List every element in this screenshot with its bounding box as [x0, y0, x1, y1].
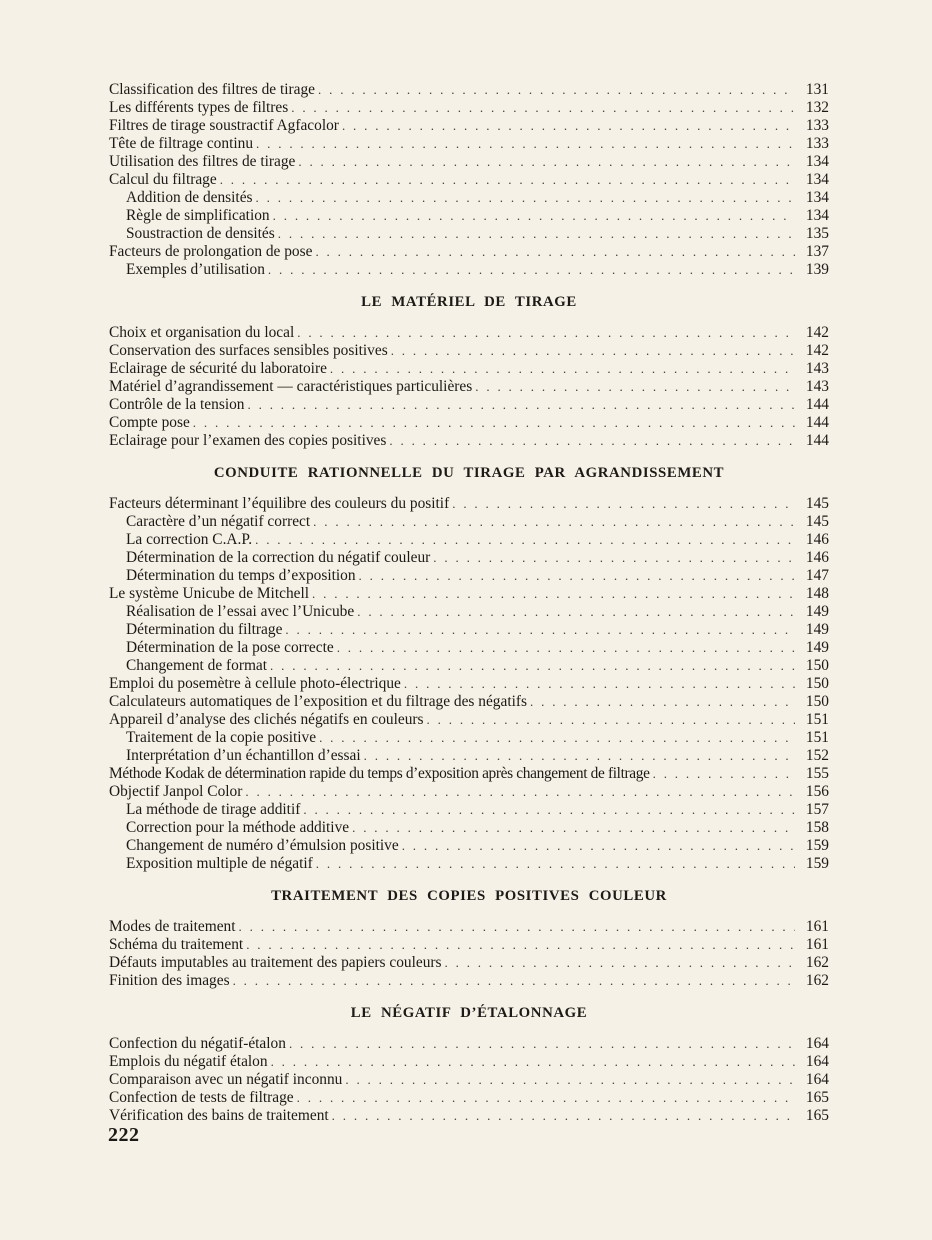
- dot-leader: [402, 837, 795, 855]
- entry-title: Vérification des bains de traitement: [109, 1107, 329, 1124]
- toc-entry: [109, 81, 829, 99]
- toc-entry: [109, 432, 829, 450]
- page-number: 222: [108, 1124, 140, 1146]
- entry-title: Défauts imputables au traitement des papiers couleurs: [109, 954, 442, 971]
- toc-entry: [109, 360, 829, 378]
- entry-page-number: 137: [805, 243, 829, 260]
- toc-subentry: [109, 531, 829, 549]
- dot-leader: [273, 207, 795, 225]
- toc-entry: [109, 342, 829, 360]
- dot-leader: [285, 621, 795, 639]
- toc-entry: [109, 675, 829, 693]
- entry-page-number: 156: [805, 783, 829, 800]
- toc-entry: [109, 693, 829, 711]
- entry-title: Exemples d’utilisation: [126, 261, 265, 278]
- entry-title: Changement de format: [126, 657, 268, 674]
- entry-title: Confection du négatif-étalon: [109, 1035, 286, 1052]
- dot-leader: [268, 261, 795, 279]
- entry-title: Le système Unicube de Mitchell: [109, 585, 310, 602]
- entry-page-number: 134: [805, 189, 829, 206]
- entry-page-number: 133: [805, 117, 829, 134]
- entry-title: Schéma du traitement: [109, 936, 244, 953]
- toc-entry: [109, 414, 829, 432]
- entry-page-number: 146: [805, 549, 829, 566]
- entry-title: Réalisation de l’essai avec l’Unicube: [126, 603, 355, 620]
- entry-page-number: 158: [805, 819, 829, 836]
- entry-title: Modes de traitement: [109, 918, 236, 935]
- entry-title: Compte pose: [109, 414, 190, 431]
- toc-section: [109, 990, 829, 1125]
- toc-entry: [109, 1071, 829, 1089]
- dot-leader: [270, 657, 795, 675]
- dot-leader: [475, 378, 795, 396]
- toc-section: [109, 450, 829, 873]
- toc-subentry: [109, 513, 829, 531]
- toc-section: [109, 81, 829, 279]
- toc-entry: [109, 585, 829, 603]
- dot-leader: [297, 1089, 795, 1107]
- toc-entry: [109, 378, 829, 396]
- toc-entry: [109, 783, 829, 801]
- dot-leader: [239, 918, 795, 936]
- dot-leader: [332, 1107, 795, 1125]
- dot-leader: [427, 711, 795, 729]
- dot-leader: [318, 81, 795, 99]
- entry-page-number: 152: [805, 747, 829, 764]
- dot-leader: [445, 954, 796, 972]
- dot-leader: [653, 765, 795, 783]
- dot-leader: [315, 243, 795, 261]
- entry-title: Emploi du posemètre à cellule photo-électrique: [109, 675, 401, 692]
- toc-subentry: [109, 207, 829, 225]
- dot-leader: [271, 1053, 795, 1071]
- entry-title: Les différents types de filtres: [109, 99, 289, 116]
- dot-leader: [319, 729, 795, 747]
- toc-subentry: [109, 855, 829, 873]
- toc-subentry: [109, 729, 829, 747]
- dot-leader: [342, 117, 795, 135]
- entry-title: Interprétation d’un échantillon d’essai: [126, 747, 361, 764]
- dot-leader: [357, 603, 795, 621]
- entry-title: Utilisation des filtres de tirage: [109, 153, 296, 170]
- entry-page-number: 151: [805, 729, 829, 746]
- entry-title: Traitement de la copie positive: [126, 729, 317, 746]
- dot-leader: [297, 324, 795, 342]
- entry-page-number: 144: [805, 414, 829, 431]
- dot-leader: [291, 99, 795, 117]
- dot-leader: [391, 342, 795, 360]
- toc-subentry: [109, 621, 829, 639]
- entry-page-number: 139: [805, 261, 829, 278]
- toc-subentry: [109, 603, 829, 621]
- dot-leader: [256, 189, 795, 207]
- toc-entry: [109, 117, 829, 135]
- dot-leader: [245, 783, 795, 801]
- entry-page-number: 146: [805, 531, 829, 548]
- toc-entry: [109, 765, 829, 783]
- entry-page-number: 134: [805, 207, 829, 224]
- section-heading: TRAITEMENT DES COPIES POSITIVES COULEUR: [271, 888, 667, 904]
- entry-page-number: 148: [805, 585, 829, 602]
- entry-page-number: 145: [805, 495, 829, 512]
- entry-page-number: 150: [805, 693, 829, 710]
- entry-page-number: 144: [805, 396, 829, 413]
- entry-page-number: 159: [805, 855, 829, 872]
- dot-leader: [337, 639, 795, 657]
- entry-page-number: 157: [805, 801, 829, 818]
- entry-page-number: 143: [805, 360, 829, 377]
- entry-title: Addition de densités: [126, 189, 253, 206]
- entry-page-number: 147: [805, 567, 829, 584]
- dot-leader: [316, 855, 795, 873]
- entry-page-number: 161: [805, 936, 829, 953]
- toc-entry: [109, 1089, 829, 1107]
- entry-page-number: 149: [805, 603, 829, 620]
- toc-subentry: [109, 657, 829, 675]
- section-heading: CONDUITE RATIONNELLE DU TIRAGE PAR AGRANDISSEMENT: [213, 465, 725, 481]
- entry-page-number: 149: [805, 639, 829, 656]
- entry-page-number: 142: [805, 342, 829, 359]
- entry-title: Contrôle de la tension: [109, 396, 245, 413]
- entry-title: Finition des images: [109, 972, 230, 989]
- entry-title: Tête de filtrage continu: [109, 135, 254, 152]
- dot-leader: [255, 531, 795, 549]
- toc-entry: [109, 495, 829, 513]
- dot-leader: [220, 171, 795, 189]
- entry-title: Appareil d’analyse des clichés négatifs en couleurs: [109, 711, 424, 728]
- entry-title: Soustraction de densités: [126, 225, 275, 242]
- toc-subentry: [109, 837, 829, 855]
- entry-page-number: 131: [805, 81, 829, 98]
- dot-leader: [246, 936, 795, 954]
- entry-page-number: 145: [805, 513, 829, 530]
- toc-section: [109, 873, 829, 990]
- dot-leader: [452, 495, 795, 513]
- entry-title: Correction pour la méthode additive: [126, 819, 350, 836]
- dot-leader: [433, 549, 795, 567]
- dot-leader: [364, 747, 795, 765]
- entry-page-number: 134: [805, 153, 829, 170]
- entry-title: Eclairage pour l’examen des copies positives: [109, 432, 387, 449]
- dot-leader: [312, 585, 795, 603]
- dot-leader: [389, 432, 795, 450]
- entry-title: Méthode Kodak de détermination rapide du temps d’exposition après changement de filtrage: [109, 765, 650, 782]
- entry-title: Confection de tests de filtrage: [109, 1089, 294, 1106]
- dot-leader: [256, 135, 795, 153]
- dot-leader: [278, 225, 795, 243]
- entry-page-number: 134: [805, 171, 829, 188]
- entry-page-number: 165: [805, 1089, 829, 1106]
- toc-entry: [109, 171, 829, 189]
- dot-leader: [404, 675, 795, 693]
- dot-leader: [330, 360, 795, 378]
- entry-title: Facteurs de prolongation de pose: [109, 243, 313, 260]
- toc-entry: [109, 324, 829, 342]
- entry-title: Objectif Janpol Color: [109, 783, 243, 800]
- entry-title: Matériel d’agrandissement — caractéristiques particulières: [109, 378, 473, 395]
- toc-subentry: [109, 189, 829, 207]
- entry-title: Règle de simplification: [126, 207, 270, 224]
- entry-page-number: 162: [805, 954, 829, 971]
- dot-leader: [313, 513, 795, 531]
- dot-leader: [248, 396, 796, 414]
- entry-page-number: 150: [805, 675, 829, 692]
- entry-title: Changement de numéro d’émulsion positive: [126, 837, 399, 854]
- entry-page-number: 155: [805, 765, 829, 782]
- toc-subentry: [109, 567, 829, 585]
- entry-page-number: 165: [805, 1107, 829, 1124]
- toc-entry: [109, 153, 829, 171]
- dot-leader: [289, 1035, 795, 1053]
- toc-subentry: [109, 549, 829, 567]
- dot-leader: [303, 801, 795, 819]
- toc-entry: [109, 936, 829, 954]
- toc-subentry: [109, 261, 829, 279]
- toc-subentry: [109, 639, 829, 657]
- section-heading: LE MATÉRIEL DE TIRAGE: [361, 294, 577, 310]
- entry-title: Détermination de la correction du négatif couleur: [126, 549, 431, 566]
- entry-page-number: 162: [805, 972, 829, 989]
- entry-title: Exposition multiple de négatif: [126, 855, 313, 872]
- entry-page-number: 164: [805, 1035, 829, 1052]
- entry-title: Conservation des surfaces sensibles positives: [109, 342, 388, 359]
- entry-page-number: 150: [805, 657, 829, 674]
- dot-leader: [530, 693, 795, 711]
- toc-entry: [109, 1035, 829, 1053]
- toc-subentry: [109, 225, 829, 243]
- toc-entry: [109, 99, 829, 117]
- entry-page-number: 164: [805, 1071, 829, 1088]
- dot-leader: [359, 567, 795, 585]
- toc-entry: [109, 243, 829, 261]
- entry-title: Détermination de la pose correcte: [126, 639, 334, 656]
- dot-leader: [345, 1071, 795, 1089]
- entry-page-number: 161: [805, 918, 829, 935]
- toc-entry: [109, 972, 829, 990]
- entry-title: La méthode de tirage additif: [126, 801, 301, 818]
- entry-page-number: 132: [805, 99, 829, 116]
- toc-section: [109, 279, 829, 450]
- entry-page-number: 133: [805, 135, 829, 152]
- toc-entry: [109, 711, 829, 729]
- entry-title: Filtres de tirage soustractif Agfacolor: [109, 117, 339, 134]
- toc-subentry: [109, 819, 829, 837]
- entry-title: Calcul du filtrage: [109, 171, 217, 188]
- entry-page-number: 151: [805, 711, 829, 728]
- toc-subentry: [109, 747, 829, 765]
- entry-page-number: 143: [805, 378, 829, 395]
- toc-entry: [109, 1107, 829, 1125]
- entry-title: Calculateurs automatiques de l’exposition et du filtrage des négatifs: [109, 693, 527, 710]
- entry-page-number: 144: [805, 432, 829, 449]
- dot-leader: [352, 819, 795, 837]
- dot-leader: [193, 414, 795, 432]
- entry-page-number: 135: [805, 225, 829, 242]
- entry-title: Détermination du filtrage: [126, 621, 283, 638]
- entry-title: Eclairage de sécurité du laboratoire: [109, 360, 327, 377]
- toc-subentry: [109, 801, 829, 819]
- entry-title: Choix et organisation du local: [109, 324, 295, 341]
- entry-title: Classification des filtres de tirage: [109, 81, 316, 98]
- entry-page-number: 164: [805, 1053, 829, 1070]
- toc-entry: [109, 954, 829, 972]
- section-heading: LE NÉGATIF D’ÉTALONNAGE: [350, 1005, 588, 1021]
- dot-leader: [298, 153, 795, 171]
- toc-entry: [109, 1053, 829, 1071]
- dot-leader: [233, 972, 795, 990]
- toc-entry: [109, 396, 829, 414]
- toc-entry: [109, 135, 829, 153]
- entry-title: La correction C.A.P.: [126, 531, 253, 548]
- toc-entry: [109, 918, 829, 936]
- entry-page-number: 149: [805, 621, 829, 638]
- entry-title: Caractère d’un négatif correct: [126, 513, 311, 530]
- entry-title: Détermination du temps d’exposition: [126, 567, 356, 584]
- entry-page-number: 142: [805, 324, 829, 341]
- entry-title: Facteurs déterminant l’équilibre des couleurs du positif: [109, 495, 450, 512]
- entry-page-number: 159: [805, 837, 829, 854]
- table-of-contents: [109, 81, 829, 1125]
- entry-title: Comparaison avec un négatif inconnu: [109, 1071, 343, 1088]
- entry-title: Emplois du négatif étalon: [109, 1053, 268, 1070]
